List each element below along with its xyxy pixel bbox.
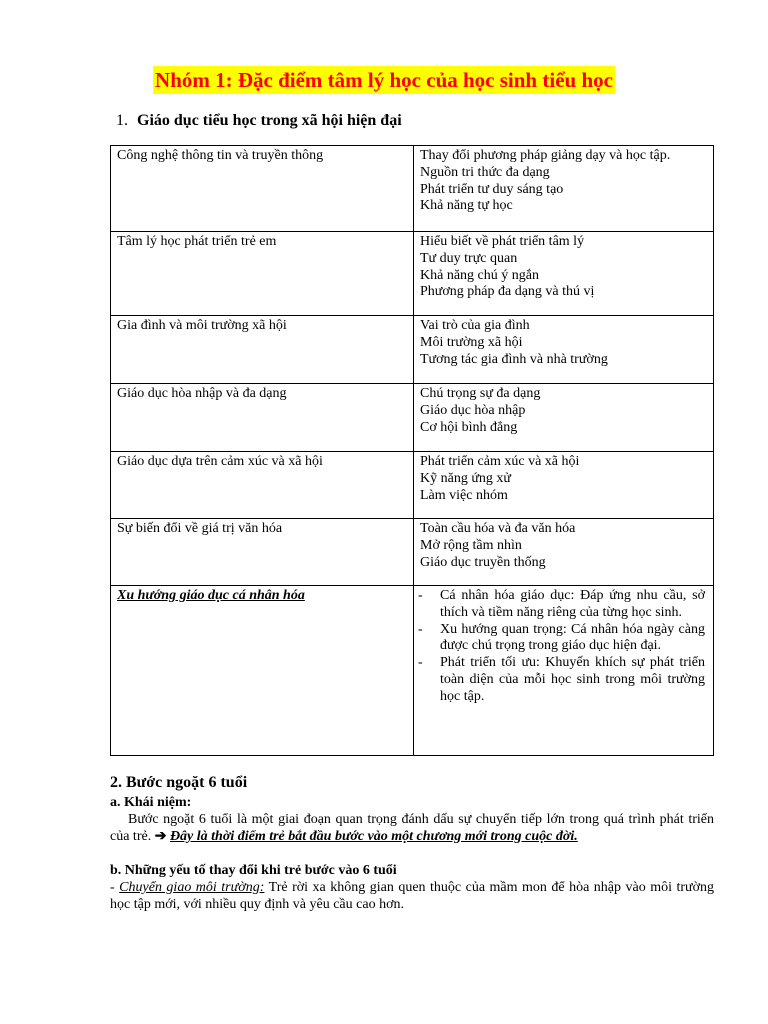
content-table — [110, 145, 714, 756]
emphasis-text: Đây là thời điểm trẻ bắt đầu bước vào một chương mới trong cuộc đời. — [169, 829, 578, 844]
paragraph-text: Bước ngoặt 6 tuổi là một giai đoạn quan trọng đánh dấu sự chuyển tiếp lớn trong quá trình phát triển của trẻ. — [110, 812, 714, 844]
cell-line: Chú trọng sự đa dạng — [420, 386, 541, 401]
table-row — [111, 384, 714, 452]
environment-label: Chuyển giao môi trường: — [119, 880, 265, 895]
table-cell-right — [414, 384, 714, 452]
table-row — [111, 232, 714, 316]
personalized-education-label: Xu hướng giáo dục cá nhân hóa — [117, 588, 305, 603]
cell-line: Toàn cầu hóa và đa văn hóa — [420, 521, 576, 536]
table-cell-left: Công nghệ thông tin và truyền thông — [111, 146, 414, 232]
subsection-a-paragraph — [110, 811, 714, 845]
subsection-b-heading: b. Những yếu tố thay đổi khi trẻ bước vào 6 tuổi — [110, 863, 397, 878]
section-1-number: 1. — [116, 112, 128, 129]
table-cell-left: Sự biến đổi về giá trị văn hóa — [111, 519, 414, 586]
title-wrap — [0, 66, 768, 94]
cell-line: Giáo dục hòa nhập — [420, 402, 526, 418]
page-title: Nhóm 1: Đặc điểm tâm lý học của học sinh tiểu học — [155, 68, 613, 92]
cell-line: Hiểu biết về phát triển tâm lý — [420, 234, 585, 249]
table-cell-right — [414, 316, 714, 384]
subsection-a-heading: a. Khái niệm: — [110, 795, 192, 810]
cell-line: Kỹ năng ứng xử — [420, 470, 511, 486]
table-row — [111, 316, 714, 384]
cell-line: Phát triển tư duy sáng tạo — [420, 181, 564, 197]
table-cell-left — [111, 586, 414, 756]
table-cell-left: Gia đình và môi trường xã hội — [111, 316, 414, 384]
table-cell-left: Giáo dục hòa nhập và đa dạng — [111, 384, 414, 452]
table-cell-right — [414, 452, 714, 519]
cell-line: Nguồn tri thức đa dạng — [420, 164, 550, 180]
table-row — [111, 146, 714, 232]
section-1-heading — [116, 110, 402, 132]
arrow-icon: ➔ — [154, 829, 167, 844]
cell-line: Làm việc nhóm — [420, 487, 508, 503]
list-item: - Cá nhân hóa giáo dục: Đáp ứng nhu cầu, sở thích và tiềm năng riêng của từng học sinh. — [418, 588, 705, 622]
list-item: - Phát triển tối ưu: Khuyến khích sự phát triển toàn diện của mỗi học sinh trong môi trường học tập. — [418, 655, 705, 705]
spacer — [110, 845, 714, 862]
section-1-title: Giáo dục tiểu học trong xã hội hiện đại — [137, 112, 402, 129]
cell-line: Tư duy trực quan — [420, 250, 518, 266]
table-row — [111, 519, 714, 586]
section-2-heading: 2. Bước ngoặt 6 tuổi — [110, 774, 248, 791]
cell-line: Vai trò của gia đình — [420, 318, 530, 333]
cell-line: Phát triển cảm xúc và xã hội — [420, 454, 580, 469]
cell-line: Tương tác gia đình và nhà trường — [420, 351, 608, 367]
table-cell-right — [414, 232, 714, 316]
table-cell-left: Giáo dục dựa trên cảm xúc và xã hội — [111, 452, 414, 519]
subsection-b-paragraph — [110, 879, 714, 913]
list-item: - Xu hướng quan trọng: Cá nhân hóa ngày càng được chú trọng trong giáo dục hiện đại. — [418, 622, 705, 656]
cell-line: Thay đổi phương pháp giảng dạy và học tập. — [420, 148, 671, 163]
table-cell-right — [414, 586, 714, 756]
table-row — [111, 452, 714, 519]
cell-line: Mở rộng tầm nhìn — [420, 537, 522, 553]
cell-line: Khả năng chú ý ngắn — [420, 267, 539, 283]
table-cell-right — [414, 146, 714, 232]
table-cell-right — [414, 519, 714, 586]
cell-line: Khả năng tự học — [420, 198, 513, 214]
paragraph-text: Trẻ rời xa không gian quen thuộc của mầm mon để hòa nhập vào môi trường học tập mới, với nhiều quy định và yêu cầu cao hơn. — [110, 880, 715, 912]
cell-line: Phương pháp đa dạng và thú vị — [420, 284, 595, 300]
table-row — [111, 586, 714, 756]
dash-marker: - — [110, 880, 115, 895]
cell-line: Môi trường xã hội — [420, 334, 523, 350]
cell-line: Cơ hội bình đẳng — [420, 419, 518, 435]
section-2 — [110, 772, 714, 913]
bullet-list — [418, 588, 705, 706]
cell-line: Giáo dục truyền thống — [420, 554, 546, 570]
table-cell-left: Tâm lý học phát triển trẻ em — [111, 232, 414, 316]
